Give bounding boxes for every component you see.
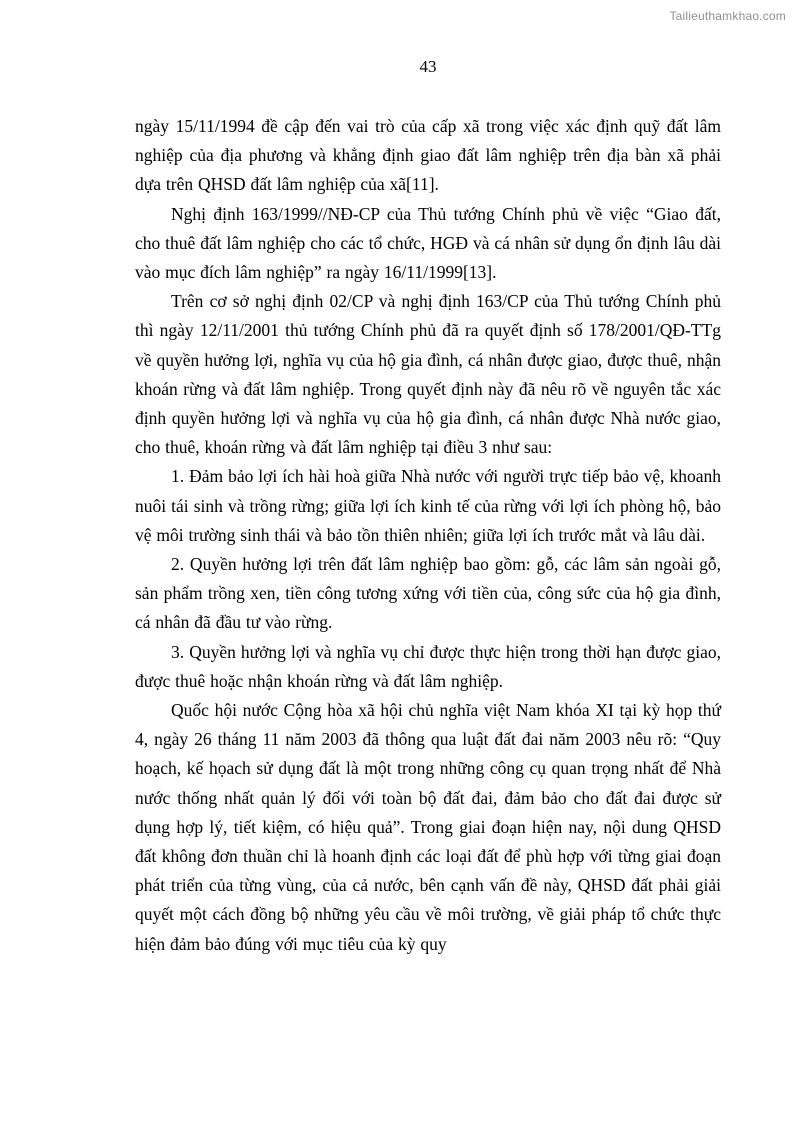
paragraph-5: 2. Quyền hưởng lợi trên đất lâm nghiệp bao gồm: gỗ, các lâm sản ngoài gỗ, sản phẩm trồng xen, tiền công tương xứng với tiền của, công sức của hộ gia đình, cá nhân đã đầu tư vào rừng.: [135, 554, 721, 633]
paragraph-3: Trên cơ sở nghị định 02/CP và nghị định 163/CP của Thủ tướng Chính phủ thì ngày 12/11/2001 thủ tướng Chính phủ đã ra quyết định số 178/2001/QĐ-TTg về quyền hưởng lợi, nghĩa vụ của hộ gia đình, cá nhân được giao, được thuê, nhận khoán rừng và đất lâm nghiệp. Trong quyết định này đã nêu rõ về nguyên tắc xác định quyền hưởng lợi và nghĩa vụ của hộ gia đình, cá nhân được Nhà nước giao, cho thuê, khoán rừng và đất lâm nghiệp tại điều 3 như sau:: [135, 291, 721, 458]
paragraph-2: Nghị định 163/1999//NĐ-CP của Thủ tướng Chính phủ về việc “Giao đất, cho thuê đất lâm nghiệp cho các tổ chức, HGĐ và cá nhân sử dụng ổn định lâu dài vào mục đích lâm nghiệp” ra ngày 16/11/1999[13].: [135, 203, 721, 283]
watermark: Tailieuthamkhao.com: [669, 9, 786, 23]
page-number: 43: [419, 57, 437, 76]
paragraph-7: Quốc hội nước Cộng hòa xã hội chủ nghĩa việt Nam khóa XI tại kỳ họp thứ 4, ngày 26 tháng 11 năm 2003 đã thông qua luật đất đai năm 2003 nêu rõ: “Quy hoạch, kế họach sử dụng đất là một trong những công cụ quan trọng nhất để Nhà nước thống nhất quản lý đối với toàn bộ đất đai, đảm bảo cho đất đai được sử dụng hợp lý, tiết kiệm, có hiệu quả”. Trong giai đoạn hiện nay, nội dung QHSD đất không đơn thuần chỉ là hoanh định các loại đất để phù hợp với từng giai đoạn phát triển của từng vùng, của cả nước, bên cạnh vấn đề này, QHSD đất phải giải quyết một cách đồng bộ những yêu cầu về môi trường, về giải pháp tổ chức thực hiện đảm bảo đúng với mục tiêu của kỳ quy: [135, 700, 721, 954]
paragraph-1: ngày 15/11/1994 đề cập đến vai trò của cấp xã trong việc xác định quỹ đất lâm nghiệp của địa phương và khẳng định giao đất lâm nghiệp trên địa bàn xã phải dựa trên QHSD đất lâm nghiệp của xã[11].: [135, 116, 721, 195]
paragraph-6: 3. Quyền hưởng lợi và nghĩa vụ chỉ được thực hiện trong thời hạn được giao, được thuê hoặc nhận khoán rừng và đất lâm nghiệp.: [135, 641, 721, 691]
paragraph-4: 1. Đảm bảo lợi ích hài hoà giữa Nhà nước với người trực tiếp bảo vệ, khoanh nuôi tái sinh và trồng rừng; giữa lợi ích kinh tế của rừng với lợi ích phòng hộ, bảo vệ môi trường sinh thái và bảo tồn thiên nhiên; giữa lợi ích trước mắt và lâu dài.: [135, 466, 721, 545]
document-body: [135, 112, 721, 959]
